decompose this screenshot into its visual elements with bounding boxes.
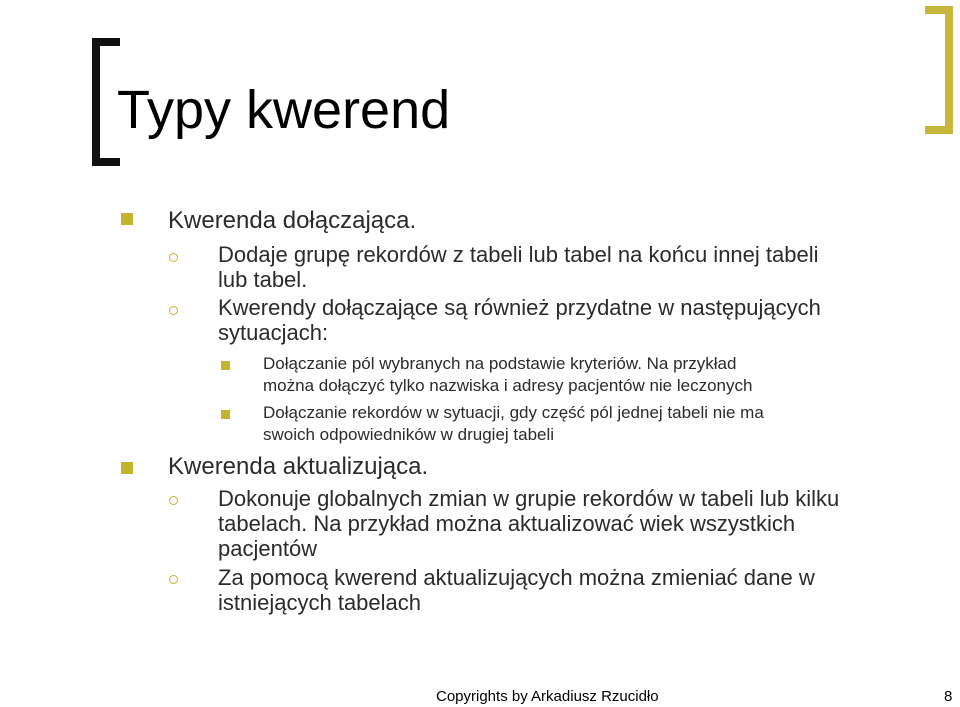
sub-item-line: można dołączyć tylko nazwiska i adresy pacjentów nie leczonych [263, 376, 753, 395]
section-heading: Kwerenda dołączająca. [168, 207, 417, 234]
circle-bullet-icon [169, 306, 178, 315]
square-bullet-icon [221, 361, 230, 370]
circle-bullet-icon [169, 575, 178, 584]
list-item-line: Dokonuje globalnych zmian w grupie rekordów w tabeli lub kilku [218, 486, 840, 511]
slide-title: Typy kwerend [117, 80, 451, 140]
square-bullet-icon [121, 462, 133, 474]
list-item-line: istniejących tabelach [218, 590, 422, 615]
footer-copyright: Copyrights by Arkadiusz Rzucidło [436, 688, 659, 705]
list-item-line: lub tabel. [218, 267, 308, 292]
sub-item-line: Dołączanie pól wybranych na podstawie kryteriów. Na przykład [263, 354, 737, 373]
list-item-line: pacjentów [218, 536, 318, 561]
list-item-line: Dodaje grupę rekordów z tabeli lub tabel na końcu innej tabeli [218, 242, 819, 267]
sub-item-line: Dołączanie rekordów w sytuacji, gdy część pól jednej tabeli nie ma [263, 403, 764, 422]
list-item-line: Kwerendy dołączające są również przydatne w następujących [218, 295, 821, 320]
circle-bullet-icon [169, 253, 178, 262]
square-bullet-icon [121, 213, 133, 225]
list-item-line: sytuacjach: [218, 320, 329, 345]
square-bullet-icon [221, 410, 230, 419]
circle-bullet-icon [169, 496, 178, 505]
list-item-line: tabelach. Na przykład można aktualizować wiek wszystkich [218, 511, 796, 536]
section-heading: Kwerenda aktualizująca. [168, 453, 429, 480]
sub-item-line: swoich odpowiedników w drugiej tabeli [263, 425, 555, 444]
list-item-line: Za pomocą kwerend aktualizujących można zmieniać dane w [218, 565, 815, 590]
page-number: 8 [944, 688, 953, 705]
